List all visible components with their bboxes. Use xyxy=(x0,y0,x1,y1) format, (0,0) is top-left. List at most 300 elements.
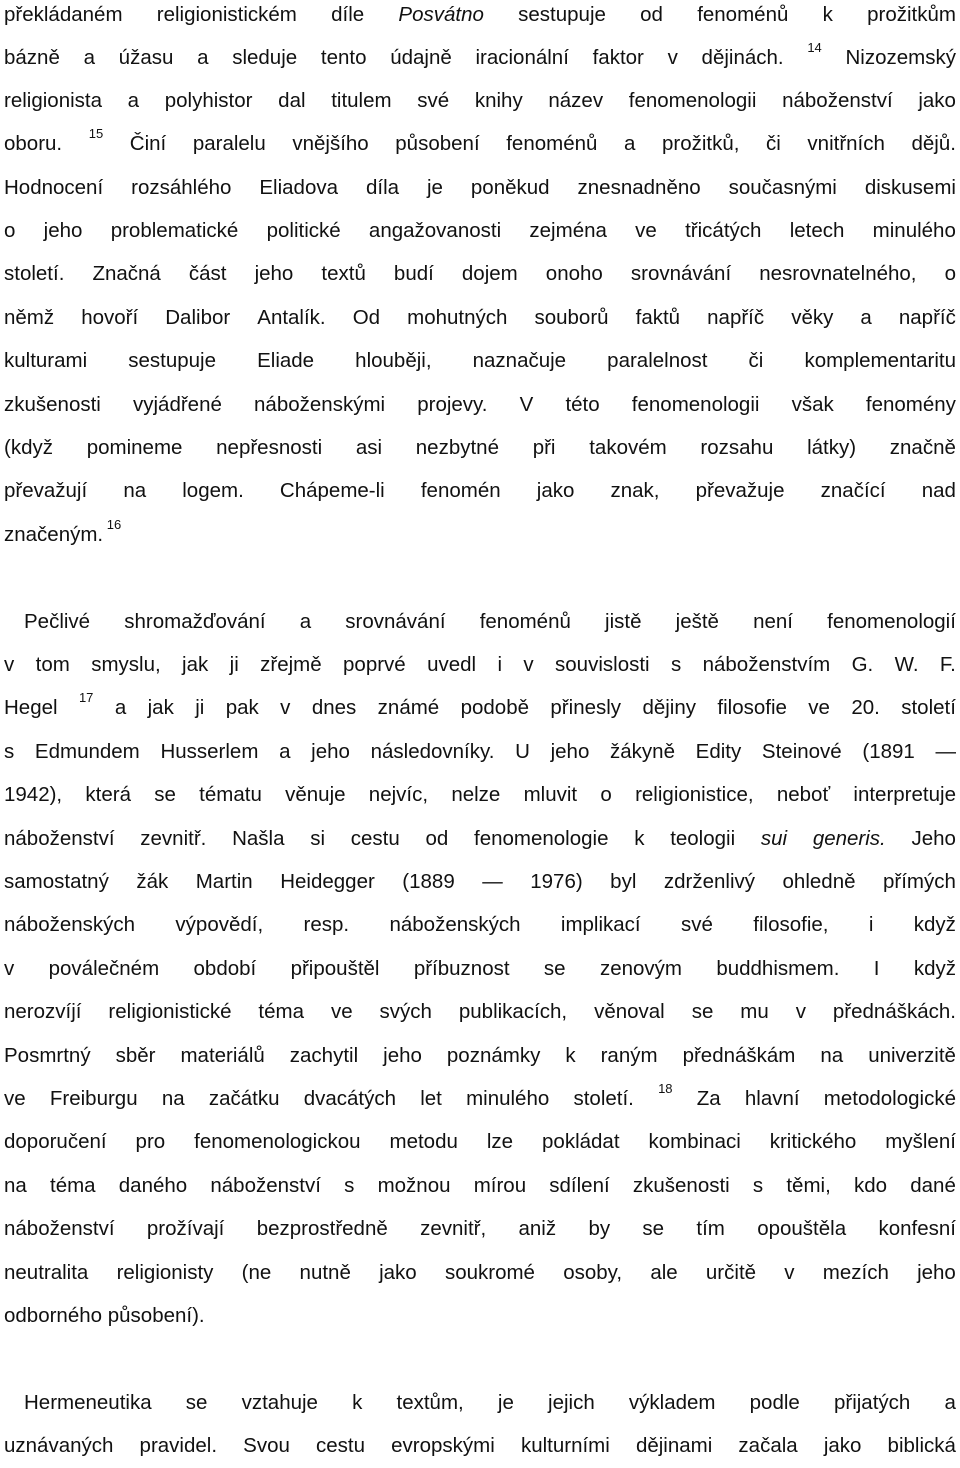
word: vnějšího xyxy=(292,132,369,155)
word: shromažďování xyxy=(124,610,266,633)
word: polyhistor xyxy=(164,89,253,112)
text-line-29 xyxy=(4,1251,956,1295)
word: současnými xyxy=(728,176,837,199)
word: o xyxy=(600,783,612,806)
word: Hodnocení xyxy=(4,176,104,199)
word: Steinové xyxy=(761,740,842,763)
word: Posvátno xyxy=(398,3,484,26)
word: (když xyxy=(4,436,53,459)
word: soukromé xyxy=(444,1261,535,1284)
word: známé xyxy=(377,696,440,719)
word: fenomén xyxy=(420,479,501,502)
word: věky xyxy=(791,306,834,329)
word: ještě xyxy=(675,610,719,633)
word: část xyxy=(188,262,227,285)
word: minulého xyxy=(872,219,956,242)
word: jeho xyxy=(43,219,83,242)
word: komplementaritu xyxy=(804,349,956,372)
word: ohledně xyxy=(782,870,856,893)
word: biblická xyxy=(887,1434,956,1457)
word: jeho xyxy=(917,1261,956,1284)
footnote-marker: 15 xyxy=(88,126,104,141)
word: ve xyxy=(330,1000,353,1023)
word: Posmrtný xyxy=(4,1044,91,1067)
word: mu xyxy=(740,1000,769,1023)
word: o xyxy=(944,262,956,285)
word: F. xyxy=(939,653,956,676)
text-line-23 xyxy=(4,990,956,1034)
word: mohutných xyxy=(407,306,508,329)
word: ji xyxy=(195,696,205,719)
word: náboženstvím xyxy=(702,653,831,676)
word: Dalibor xyxy=(165,306,231,329)
word: (ne xyxy=(241,1261,272,1284)
word: v xyxy=(784,1261,795,1284)
word: 1976) xyxy=(530,870,583,893)
word: smyslu, xyxy=(91,653,161,676)
word: zdrženlivý xyxy=(663,870,756,893)
word: religionistickém xyxy=(156,3,297,26)
word: Svou xyxy=(243,1434,290,1457)
word: nezbytné xyxy=(415,436,499,459)
word: určitě xyxy=(705,1261,757,1284)
word: sdílení xyxy=(549,1174,610,1197)
text-line-21 xyxy=(4,903,956,947)
word: Chápeme-li xyxy=(279,479,385,502)
text-line-28 xyxy=(4,1207,956,1251)
text-line-3 xyxy=(4,79,956,123)
text-line-15 xyxy=(4,643,956,687)
word: náboženství xyxy=(782,89,893,112)
word: univerzitě xyxy=(868,1044,956,1067)
word: přímých xyxy=(883,870,956,893)
text-line-24 xyxy=(4,1034,956,1078)
word: resp. xyxy=(303,913,350,936)
word: napříč xyxy=(898,306,956,329)
word: konfesní xyxy=(878,1217,956,1240)
word: let xyxy=(420,1087,442,1110)
word: kdo xyxy=(853,1174,888,1197)
word: vyjádřené xyxy=(133,393,222,416)
word: budí xyxy=(393,262,434,285)
word: religionistice, xyxy=(635,783,754,806)
word: jako xyxy=(379,1261,417,1284)
word: úžasu xyxy=(118,46,174,69)
text-line-26 xyxy=(4,1120,956,1164)
text-line-19 xyxy=(4,817,956,861)
word: zkušenosti xyxy=(632,1174,730,1197)
word: k xyxy=(352,1391,363,1414)
word: generis. xyxy=(812,827,886,850)
word: rozsahu xyxy=(700,436,774,459)
word: Činí xyxy=(129,132,167,155)
word: srovnávání xyxy=(630,262,732,285)
word: asi xyxy=(355,436,383,459)
word: I xyxy=(873,957,880,980)
word: zevnitř. xyxy=(140,827,207,850)
word: rozsáhlého xyxy=(131,176,232,199)
word: jeho xyxy=(311,740,350,763)
word: hlavní xyxy=(744,1087,800,1110)
word: nesrovnatelného, xyxy=(759,262,917,285)
word: díle xyxy=(331,3,365,26)
word: fenoménů xyxy=(479,610,571,633)
word: diskusemi xyxy=(864,176,956,199)
word: v xyxy=(4,653,15,676)
word: bezprostředně xyxy=(256,1217,388,1240)
footnote-marker: 17 xyxy=(78,690,94,705)
word: při xyxy=(532,436,556,459)
footnote-marker: 16 xyxy=(106,517,122,532)
word: náboženských xyxy=(4,913,136,936)
word: přijatých xyxy=(833,1391,911,1414)
word: raným xyxy=(600,1044,658,1067)
word: na xyxy=(4,1174,27,1197)
word: faktor xyxy=(592,46,644,69)
word: Značná xyxy=(92,262,161,285)
word: pro xyxy=(135,1130,166,1153)
word: a xyxy=(197,46,209,69)
text-line-13 xyxy=(4,513,956,557)
word: se xyxy=(642,1217,665,1240)
word: není xyxy=(753,610,793,633)
word: fenoménů xyxy=(506,132,598,155)
text-line-32 xyxy=(4,1424,956,1468)
word: implikací xyxy=(560,913,641,936)
word: Husserlem xyxy=(160,740,259,763)
word: díla xyxy=(365,176,400,199)
word: teologii xyxy=(670,827,736,850)
word: projevy. xyxy=(417,393,488,416)
word: či xyxy=(748,349,764,372)
word: je xyxy=(497,1391,514,1414)
word: náboženství xyxy=(210,1174,321,1197)
word: Hegel xyxy=(4,696,58,719)
word: neutralita xyxy=(4,1261,89,1284)
word: jeho xyxy=(550,740,590,763)
word: jeho xyxy=(383,1044,422,1067)
word: jako xyxy=(823,1434,862,1457)
word: náboženských xyxy=(389,913,521,936)
word: ve xyxy=(4,1087,26,1110)
word: jistě xyxy=(605,610,642,633)
word: a xyxy=(114,696,127,719)
word: podobě xyxy=(460,696,530,719)
word: poněkud xyxy=(470,176,550,199)
word: na xyxy=(820,1044,844,1067)
word: v xyxy=(667,46,678,69)
word: k xyxy=(565,1044,576,1067)
word: téma xyxy=(50,1174,96,1197)
word: sběr xyxy=(115,1044,156,1067)
word: třicátých xyxy=(685,219,762,242)
word: faktů xyxy=(635,306,681,329)
word: minulého xyxy=(466,1087,550,1110)
word: mluvit xyxy=(523,783,578,806)
word: začátku xyxy=(208,1087,280,1110)
word: ve xyxy=(635,219,657,242)
word: tom xyxy=(35,653,70,676)
word: oboru. xyxy=(4,132,63,155)
word: fenomenologií xyxy=(827,610,956,633)
word: daného xyxy=(118,1174,188,1197)
word: žák xyxy=(136,870,169,893)
word: fenomenologie xyxy=(474,827,609,850)
word: vnitřních xyxy=(807,132,885,155)
word: a xyxy=(944,1391,956,1414)
word: a xyxy=(83,46,95,69)
word: dané xyxy=(910,1174,956,1197)
word: titulem xyxy=(331,89,392,112)
word: a xyxy=(279,740,291,763)
word: (1889 xyxy=(402,870,455,893)
word: sui xyxy=(760,827,788,850)
word: která xyxy=(85,783,131,806)
word: přinesly xyxy=(550,696,622,719)
word: němž xyxy=(4,306,55,329)
word: paralelu xyxy=(192,132,266,155)
word: i xyxy=(868,913,874,936)
text-line-6 xyxy=(4,209,956,253)
word: 20. xyxy=(851,696,880,719)
word: pokládat xyxy=(542,1130,620,1153)
word: jeho xyxy=(254,262,294,285)
word: metodu xyxy=(389,1130,458,1153)
word: cestu xyxy=(316,1434,366,1457)
word: logem. xyxy=(182,479,244,502)
word: kombinaci xyxy=(648,1130,741,1153)
word: Našla xyxy=(232,827,285,850)
word: Eliade xyxy=(257,349,315,372)
word: angažovanosti xyxy=(368,219,502,242)
word: aniž xyxy=(518,1217,557,1240)
word: Edmundem xyxy=(34,740,140,763)
text-line-18 xyxy=(4,773,956,817)
word: nad xyxy=(921,479,956,502)
word: zevnitř, xyxy=(420,1217,487,1240)
word: Od xyxy=(352,306,381,329)
word: naznačuje xyxy=(472,349,567,372)
word: fenomenologii xyxy=(631,393,760,416)
text-line-8 xyxy=(4,296,956,340)
word: interpretuje xyxy=(853,783,956,806)
word: a xyxy=(299,610,312,633)
word: hovoří xyxy=(81,306,139,329)
word: nerozvíjí xyxy=(4,1000,82,1023)
word: v xyxy=(795,1000,806,1023)
text-line-31 xyxy=(4,1381,956,1425)
word: jak xyxy=(182,653,209,676)
word: onoho xyxy=(545,262,603,285)
word: zřejmě xyxy=(260,653,322,676)
word: V xyxy=(519,393,534,416)
word: cestu xyxy=(350,827,400,850)
word: dal xyxy=(278,89,306,112)
word: mezích xyxy=(822,1261,889,1284)
word: sestupuje xyxy=(128,349,217,372)
word: jako xyxy=(536,479,575,502)
word: nepřesnosti xyxy=(216,436,323,459)
word: Jeho xyxy=(911,827,956,850)
word: příbuznost xyxy=(413,957,510,980)
word: U xyxy=(515,740,530,763)
word: poválečném xyxy=(48,957,160,980)
text-line-9 xyxy=(4,339,956,383)
word: uvedl xyxy=(427,653,477,676)
word: Pečlivé xyxy=(24,610,91,633)
word: náboženství xyxy=(4,1217,115,1240)
word: fenomenologii xyxy=(628,89,757,112)
word: takovém xyxy=(589,436,667,459)
word: následovníky. xyxy=(370,740,495,763)
word: sestupuje xyxy=(518,3,606,26)
word: nelze xyxy=(451,783,501,806)
word: fenomenologickou xyxy=(194,1130,361,1153)
word: dějinách. xyxy=(701,46,784,69)
word: opouštěla xyxy=(757,1217,847,1240)
word: na xyxy=(161,1087,185,1110)
word: textů xyxy=(321,262,366,285)
word: lze xyxy=(486,1130,514,1153)
word: jako xyxy=(918,89,956,112)
word: odborného xyxy=(4,1304,103,1327)
word: religionista xyxy=(4,89,102,112)
word: převažují xyxy=(4,479,88,502)
word: začala xyxy=(738,1434,798,1457)
word: — xyxy=(935,740,956,763)
word: však xyxy=(791,393,834,416)
text-line-17 xyxy=(4,730,956,774)
word: publikacích, xyxy=(458,1000,568,1023)
word: od xyxy=(640,3,663,26)
word: kritického xyxy=(769,1130,857,1153)
word: ve xyxy=(808,696,830,719)
word: i xyxy=(497,653,503,676)
word: období xyxy=(193,957,257,980)
word: své xyxy=(417,89,450,112)
text-line-12 xyxy=(4,469,956,513)
word: fenoménů xyxy=(697,3,789,26)
word: uznávaných xyxy=(4,1434,114,1457)
word: s xyxy=(4,740,15,763)
text-line-10 xyxy=(4,383,956,427)
text-line-27 xyxy=(4,1164,956,1208)
word: znesnadněno xyxy=(577,176,701,199)
word: v xyxy=(4,957,15,980)
word: s xyxy=(670,653,682,676)
word: prožívají xyxy=(146,1217,225,1240)
word: metodologické xyxy=(823,1087,956,1110)
word: přednáškám xyxy=(682,1044,796,1067)
text-line-7 xyxy=(4,252,956,296)
word: pomineme xyxy=(86,436,183,459)
word: dějinami xyxy=(635,1434,713,1457)
word: W. xyxy=(894,653,919,676)
word: když xyxy=(913,957,956,980)
word: a xyxy=(127,89,140,112)
word: souvislosti xyxy=(555,653,650,676)
text-line-14 xyxy=(4,600,956,644)
word: těmi, xyxy=(786,1174,831,1197)
word: G. xyxy=(851,653,874,676)
word: jak xyxy=(147,696,174,719)
word: jejich xyxy=(548,1391,595,1414)
word: Hermeneutika xyxy=(24,1391,152,1414)
word: kulturami xyxy=(4,349,88,372)
word: fenomény xyxy=(865,393,956,416)
word: zkušenosti xyxy=(4,393,101,416)
word: — xyxy=(482,870,503,893)
word: o xyxy=(4,219,16,242)
word: buddhismem. xyxy=(716,957,840,980)
word: Edity xyxy=(695,740,742,763)
word: politické xyxy=(266,219,341,242)
word: výpovědí, xyxy=(175,913,264,936)
word: napříč xyxy=(707,306,765,329)
word: s xyxy=(344,1174,355,1197)
word: tím xyxy=(696,1217,725,1240)
word: nejvíc, xyxy=(368,783,429,806)
word: žákyně xyxy=(610,740,675,763)
word: filosofie, xyxy=(753,913,829,936)
word: překládaném xyxy=(4,3,123,26)
word: se xyxy=(691,1000,714,1023)
word: a xyxy=(860,306,872,329)
word: paralelnost xyxy=(607,349,708,372)
word: sleduje xyxy=(232,46,298,69)
word: knihy xyxy=(474,89,523,112)
word: evropskými xyxy=(391,1434,495,1457)
footnote-marker: 18 xyxy=(658,1081,673,1096)
word: samostatný xyxy=(4,870,109,893)
word: prožitkům xyxy=(867,3,956,26)
word: náboženství xyxy=(4,827,115,850)
word: na xyxy=(123,479,147,502)
word: dvacátých xyxy=(303,1087,396,1110)
word: nutně xyxy=(299,1261,351,1284)
word: bázně xyxy=(4,46,60,69)
word: iracionální xyxy=(475,46,569,69)
word: věnoval xyxy=(594,1000,665,1023)
word: zenovým xyxy=(599,957,682,980)
word: této xyxy=(565,393,600,416)
word: téma xyxy=(258,1000,304,1023)
word: je xyxy=(426,176,443,199)
word: byl xyxy=(610,870,637,893)
word: převažuje xyxy=(695,479,785,502)
word: tématu xyxy=(199,783,262,806)
word: ji xyxy=(229,653,239,676)
word: letech xyxy=(789,219,845,242)
word: prožitků, xyxy=(661,132,740,155)
word: údajně xyxy=(390,46,452,69)
word: kulturními xyxy=(520,1434,610,1457)
word: 1942), xyxy=(4,783,63,806)
word: osoby, xyxy=(563,1261,623,1284)
word: Nizozemský xyxy=(845,46,956,69)
text-line-2 xyxy=(4,36,956,80)
word: století. xyxy=(4,262,65,285)
word: religionistické xyxy=(108,1000,232,1023)
word: problematické xyxy=(110,219,239,242)
word: výkladem xyxy=(628,1391,716,1414)
word: k xyxy=(822,3,833,26)
word: Eliadova xyxy=(259,176,339,199)
word: svých xyxy=(379,1000,432,1023)
word: by xyxy=(588,1217,611,1240)
word: značící xyxy=(820,479,886,502)
word: Freiburgu xyxy=(49,1087,138,1110)
